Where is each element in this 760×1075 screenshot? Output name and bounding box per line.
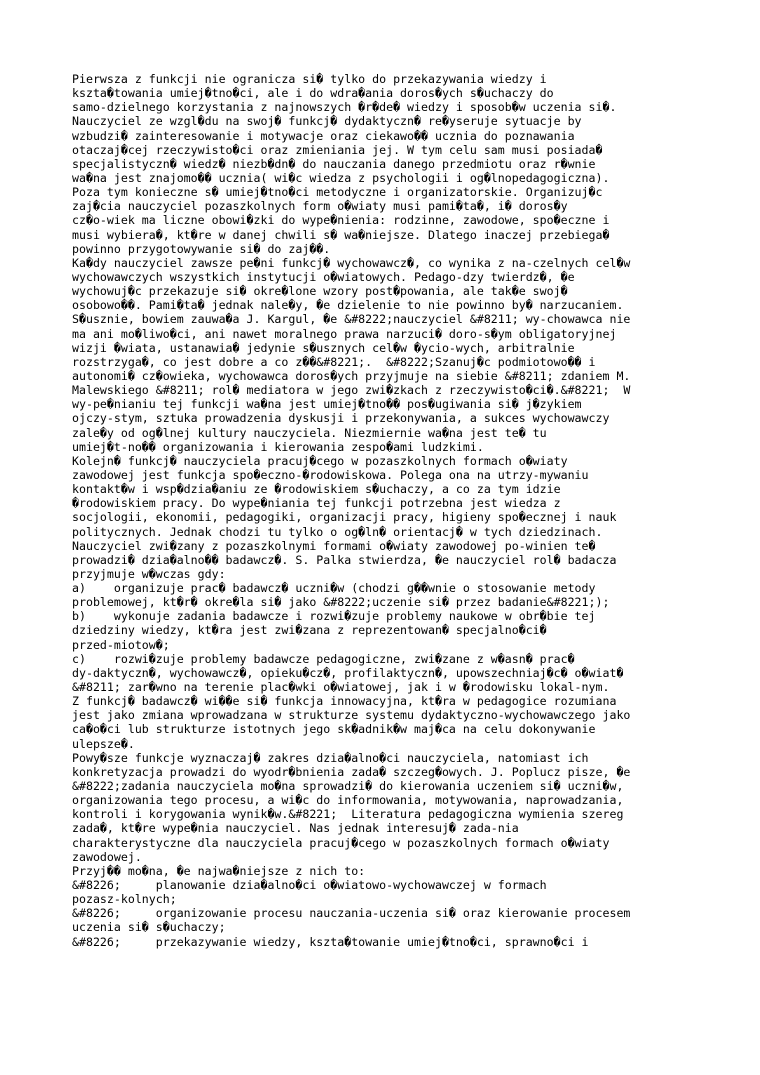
text-line: kontroli i korygowania wynik�w.&#8221; Literatura pedagogiczna wymienia szereg — [72, 807, 624, 822]
text-line: zawodowej. — [72, 849, 142, 864]
text-line: wychowuj�c przekazuje si� okre�lone wzory post�powania, ale tak�e swoj� — [72, 284, 568, 299]
text-line: ulepsze�. — [72, 736, 135, 751]
text-line: prowadzi� dzia�alno�� badawcz�. S. Palka stwierdza, �e nauczyciel rol� badacza — [72, 552, 617, 567]
text-line: Pierwsza z funkcji nie ogranicza si� tylko do przekazywania wiedzy i — [72, 72, 547, 86]
text-line: zale�y od og�lnej kultury nauczyciela. Niezmiernie wa�na jest te� tu — [72, 425, 547, 440]
text-line: charakterystyczne dla nauczyciela pracuj�cego w pozaszkolnych formach o�wiaty — [72, 835, 610, 850]
text-line: c) rozwi�zuje problemy badawcze pedagogiczne, zwi�zane z w�asn� prac� — [72, 651, 575, 666]
text-line: Nauczyciel zwi�zany z pozaszkolnymi formami o�wiaty zawodowej po-winien te� — [72, 538, 596, 553]
text-line: specjalistyczn� wiedz� niezb�dn� do nauczania danego przedmiotu oraz r�wnie — [72, 156, 596, 171]
text-line: &#8226; planowanie dzia�alno�ci o�wiatowo-wychowawczej w formach — [72, 878, 547, 893]
text-line: kontakt�w i wsp�dzia�aniu ze �rodowiskiem s�uchaczy, a co za tym idzie — [72, 482, 561, 497]
text-line: powinno przygotowywanie si� do zaj��. — [72, 241, 331, 256]
text-line: konkretyzacja prowadzi do wyodr�bnienia zada� szczeg�owych. J. Poplucz pisze, �e — [72, 764, 631, 779]
text-line: &#8226; organizowanie procesu nauczania-uczenia si� oraz kierowanie procesem — [72, 906, 631, 921]
text-line: &#8222;zadania nauczyciela mo�na sprowadzi� do kierowania uczeniem si� uczni�w, — [72, 779, 624, 794]
text-line: organizowania tego procesu, a wi�c do informowania, motywowania, naprowadzania, — [72, 793, 624, 808]
text-line: kszta�towania umiej�tno�ci, ale i do wdra�ania doros�ych s�uchaczy do — [72, 86, 554, 101]
text-line: b) wykonuje zadania badawcze i rozwi�zuje problemy naukowe w obr�bie tej — [72, 609, 596, 624]
text-line: wa�na jest znajomo�� ucznia( wi�c wiedza z psychologii i og�lnopedagogiczna). — [72, 170, 610, 185]
text-line: politycznych. Jednak chodzi tu tylko o og�ln� orientacj� w tych dziedzinach. — [72, 524, 603, 539]
text-line: Kolejn� funkcj� nauczyciela pracuj�cego w pozaszkolnych formach o�wiaty — [72, 453, 568, 468]
text-line: ma ani mo�liwo�ci, ani nawet moralnego prawa narzuci� doro-s�ym obligatoryjnej — [72, 326, 617, 341]
text-line: S�usznie, bowiem zauwa�a J. Kargul, �e &#8222;nauczyciel &#8211; wy-chowawca nie — [72, 312, 631, 327]
text-line: �rodowiskiem pracy. Do wype�niania tej funkcji potrzebna jest wiedza z — [72, 496, 561, 511]
text-line: Nauczyciel ze wzgl�du na swoj� funkcj� dydaktyczn� re�yseruje sytuacje by — [72, 114, 582, 129]
text-line: otaczaj�cej rzeczywisto�ci oraz zmieniania jej. W tym celu sam musi posiada� — [72, 142, 603, 157]
document-body — [72, 72, 752, 949]
text-line: dziedziny wiedzy, kt�ra jest zwi�zana z reprezentowan� specjalno�ci� — [72, 623, 547, 638]
text-line: zada�, kt�re wype�nia nauczyciel. Nas jednak interesuj� zada-nia — [72, 821, 519, 836]
text-line: ca�o�ci lub strukturze istotnych jego sk�adnik�w maj�ca na celu dokonywanie — [72, 722, 596, 737]
text-line: wy-pe�nianiu tej funkcji wa�na jest umiej�tno�� pos�ugiwania si� j�zykiem — [72, 397, 582, 412]
text-line: samo-dzielnego korzystania z najnowszych �r�de� wiedzy i sposob�w uczenia si�. — [72, 100, 617, 115]
text-line: pozasz-kolnych; — [72, 892, 177, 907]
text-line: przyjmuje w�wczas gdy: — [72, 566, 226, 581]
text-line: rozstrzyga�, co jest dobre a co z��&#8221;. &#8222;Szanuj�c podmiotowo�� i — [72, 354, 596, 369]
text-line: problemowej, kt�r� okre�la si� jako &#8222;uczenie si� przez badanie&#8221;); — [72, 595, 610, 610]
text-line: Z funkcj� badawcz� wi��e si� funkcja innowacyjna, kt�ra w pedagogice rozumiana — [72, 694, 617, 709]
text-line: socjologii, ekonomii, pedagogiki, organizacji pracy, higieny spo�ecznej i nauk — [72, 510, 617, 525]
text-line: osobowo��. Pami�ta� jednak nale�y, �e dzielenie to nie powinno by� narzucaniem. — [72, 298, 624, 313]
text-line: zawodowej jest funkcja spo�eczno-�rodowiskowa. Polega ona na utrzy-mywaniu — [72, 467, 589, 482]
text-line: wizji �wiata, ustanawia� jedynie s�usznych cel�w �ycio-wych, arbitralnie — [72, 340, 575, 355]
text-line: musi wybiera�, kt�re w danej chwili s� wa�niejsze. Dlatego inaczej przebiega� — [72, 227, 610, 242]
text-line: &#8211; zar�wno na terenie plac�wki o�wiatowej, jak i w �rodowisku lokal-nym. — [72, 680, 610, 695]
text-line: &#8226; przekazywanie wiedzy, kszta�towanie umiej�tno�ci, sprawno�ci i — [72, 934, 589, 949]
text-line: Przyj�� mo�na, �e najwa�niejsze z nich to: — [72, 863, 366, 878]
text-line: dy-daktyczn�, wychowawcz�, opieku�cz�, profilaktyczn�, upowszechniaj�c� o�wiat� — [72, 665, 624, 680]
text-line: wzbudzi� zainteresowanie i motywacje oraz ciekawo�� ucznia do poznawania — [72, 128, 575, 143]
text-line: umiej�t-no�� organizowania i kierowania zespo�ami ludzkimi. — [72, 439, 484, 454]
text-line: zaj�cia nauczyciel pozaszkolnych form o�wiaty musi pami�ta�, i� doros�y — [72, 199, 568, 214]
text-line: przed-miotow�; — [72, 637, 170, 652]
text-line: autonomi� cz�owieka, wychowawca doros�ych przyjmuje na siebie &#8211; zdaniem M. — [72, 368, 631, 383]
text-line: ojczy-stym, sztuka prowadzenia dyskusji i przekonywania, a sukces wychowawczy — [72, 411, 610, 426]
text-line: Powy�sze funkcje wyznaczaj� zakres dzia�alno�ci nauczyciela, natomiast ich — [72, 750, 589, 765]
text-line: Poza tym konieczne s� umiej�tno�ci metodyczne i organizatorskie. Organizuj�c — [72, 185, 603, 200]
text-line: jest jako zmiana wprowadzana w strukturze systemu dydaktyczno-wychowawczego jako — [72, 708, 631, 723]
text-line: wychowawczych wszystkich instytucji o�wiatowych. Pedago-dzy twierdz�, �e — [72, 269, 575, 284]
text-line: Ka�dy nauczyciel zawsze pe�ni funkcj� wychowawcz�, co wynika z na-czelnych cel�w — [72, 255, 631, 270]
text-line: cz�o-wiek ma liczne obowi�zki do wype�nienia: rodzinne, zawodowe, spo�eczne i — [72, 213, 610, 228]
text-line: Malewskiego &#8211; rol� mediatora w jego zwi�zkach z rzeczywisto�ci�.&#8221; W — [72, 383, 631, 398]
text-line: uczenia si� s�uchaczy; — [72, 920, 226, 935]
text-line: a) organizuje prac� badawcz� uczni�w (chodzi g��wnie o stosowanie metody — [72, 581, 596, 596]
